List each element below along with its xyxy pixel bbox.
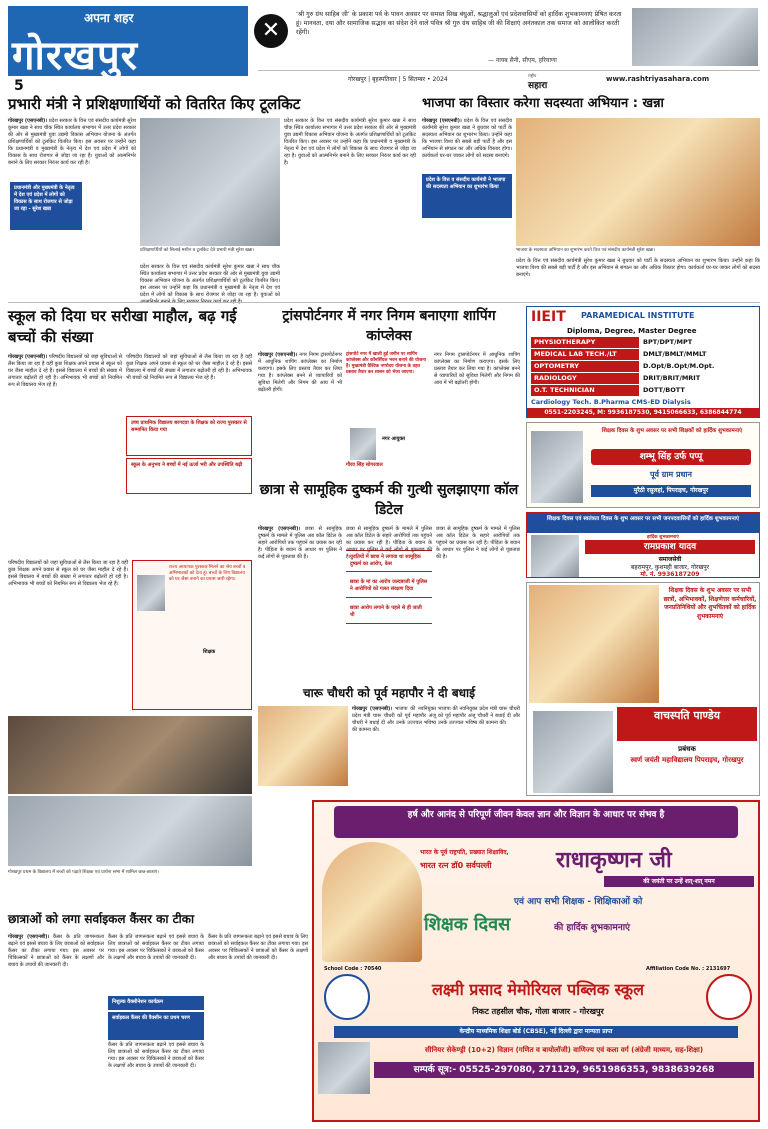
ad-sub: Diploma, Degree, Master Degree xyxy=(567,327,697,335)
pull-quote-c: छात्रा आरोप लगाने के पहले से ही जाती थी xyxy=(346,602,432,624)
story-dateline: गोरखपुर (एसएनबी)। xyxy=(352,706,393,712)
story-membership xyxy=(422,94,760,299)
school-logo-icon-right xyxy=(706,974,752,1020)
story-body-col2: प्रदेश के वित्त एवं संसदीय कार्यमंत्री सुरेश कुमार खन्ना ने बुधवार को पार्टी के सदस्यता अभियान का शुभारंभ किया। उन्होंने कहा कि भाजपा विश्व की सबसे बड़ी पार्टी है और इस अभियान से संगठन का और अधिक विस्तार होगा। कार्यकर्ता घर-घर जाकर लोगों को सदस्य बनाएंगे। xyxy=(516,258,760,278)
ad-role: समाजसेवी xyxy=(658,556,682,563)
ad-logo: IIEIT xyxy=(531,309,566,325)
ad-paramedical xyxy=(526,306,760,418)
story-vaccine xyxy=(8,910,308,1122)
story-dateline: गोरखपुर (एसएनबी)। xyxy=(258,526,301,532)
pull-quote-a: निशुल्क वैक्सीनेशन कार्यक्रम xyxy=(108,996,204,1010)
quote-photo xyxy=(350,428,376,460)
section-divider xyxy=(8,302,760,303)
story-body xyxy=(8,354,122,554)
pull-quote-a: युवतियों में छात्रा ने लगाया था सामूहिक दुष्कर्म का आरोप, केस xyxy=(346,550,432,572)
brand-small: अपना शहर xyxy=(84,11,134,25)
course-degrees: DRIT/BRIT/MRIT xyxy=(643,374,701,382)
paper-tag: राष्ट्रीय xyxy=(528,73,537,78)
ad-footer: Cardiology Tech. B.Pharma CMS-ED Dialysis xyxy=(531,398,691,406)
x-logo-icon: ✕ xyxy=(254,14,288,48)
quote-name: गौरव सिंह सोगरवाल xyxy=(346,462,383,468)
course-name: O.T. TECHNICIAN xyxy=(531,385,639,396)
story-shopping-complex xyxy=(258,306,520,476)
quote-author: — नायब सैनी, सीएम, हरियाणा xyxy=(488,57,557,64)
ad-address: निकट तहसील चौक, गोला बाजार – गोरखपुर xyxy=(472,1007,604,1016)
masthead-brand xyxy=(8,6,248,79)
ad-ki: की हार्दिक शुभकामनाएं xyxy=(554,923,631,933)
website[interactable]: www.rashtriyasahara.com xyxy=(606,75,710,83)
contact-numbers: 05525-297080, 271129, 9651986353, 9838639268 xyxy=(459,1065,715,1075)
ad-photo-building xyxy=(529,585,659,703)
headline: चारू चौधरी को पूर्व महापौर ने दी बधाई xyxy=(302,686,476,700)
story-dateline: गोरखपुर (एसएनबी)। xyxy=(422,118,462,124)
page-number: 5 xyxy=(14,78,24,94)
ad-mobile: मो. नं. 9936187209 xyxy=(640,571,700,578)
story-toolkit xyxy=(8,94,416,299)
course-degrees: BPT/DPT/MPT xyxy=(643,338,693,346)
ad-contact-bar xyxy=(374,1062,754,1078)
quote-text: राज्य अध्यापक पुरस्कार मिलने का श्रेय बच्चों व अभिभावकों को देता हूं। बच्चों के लिए विद्यालय को घर जैसा बनाने का प्रयास जारी रहेगा। xyxy=(169,565,246,582)
ad-role: पूर्व ग्राम प्रधान xyxy=(650,470,692,479)
ad-photo xyxy=(531,535,579,577)
course-list xyxy=(531,337,757,397)
ad-streams: सीनियर सेकेण्ड्री (10+2) विज्ञान (गणित व बायोलॉजी) वाणिज्य एवं कला वर्ग (अंग्रेजी माध्यम, सह-शिक्षा) xyxy=(424,1046,704,1054)
ad-cbse: केन्द्रीय माध्यमिक शिक्षा बोर्ड (CBSE), नई दिल्ली द्वारा मान्यता प्राप्त xyxy=(334,1026,738,1038)
ad-pre: भारत के पूर्व राष्ट्रपति, प्रख्यात शिक्षाविद, xyxy=(420,849,509,856)
ad-sub: एवं आप सभी शिक्षक - शिक्षिकाओं को xyxy=(514,897,643,907)
story-dateline: गोरखपुर (एसएनबी)। xyxy=(8,354,48,360)
story-body-col2: परिषदीय विद्यालयों को जहां सुविधाओं से लैस किया जा रहा है वहीं कुछ शिक्षक अपने प्रयास से स्कूल को घर जैसा माहौल दे रहे हैं। इससे विद्यालय में बच्चों की संख्या में लगातार बढ़ोतरी हो रही है। अभिभावक भी बच्चों को नियमित रूप से विद्यालय भेज रहे हैं। xyxy=(126,354,252,381)
contact-label: सम्पर्क सूत्र:- xyxy=(413,1065,457,1075)
ad-role: प्रबंधक xyxy=(678,745,696,753)
ad-name: रामप्रकाश यादव xyxy=(585,540,755,554)
pull-quote-b: छात्रा के मां का आरोप जल्दबाजी में पुलिस ने आरोपियों को गलत संरक्षण दिया xyxy=(346,576,432,598)
ad-place: मुरैठी रसुलहां, पिपराइच, गोरखपुर xyxy=(591,485,751,497)
quote-box xyxy=(132,560,252,710)
ad-greet: हार्दिक शुभकामनाएं xyxy=(647,535,679,540)
ad-top: शिक्षक दिवस एवं स्वतंत्रता दिवस के शुभ अवसर पर सभी जनपदवासियों को हार्दिक शुभकामनाएं xyxy=(527,513,759,533)
ad-school xyxy=(312,800,760,1122)
ad-jayanti: की जयंती पर उन्हें शत्-शत् नमन xyxy=(604,876,754,887)
story-body-col2: भाजपा की नवनियुक्त प्रदेश मंत्री चारू चौधरी को पूर्व महापौर अंजू चौधरी ने बधाई दी और उनके उज्ज्वल भविष्य की कामना की। xyxy=(438,706,520,726)
quote-photo xyxy=(137,575,165,611)
story-body-text: प्रदेश के वित्त एवं संसदीय कार्यमंत्री सुरेश कुमार खन्ना ने बुधवार को पार्टी के सदस्यता अभियान का शुभारंभ किया। उन्होंने कहा कि भाजपा विश्व की सबसे बड़ी पार्टी है और इस अभियान से संगठन का और अधिक विस्तार होगा। कार्यकर्ता घर-घर जाकर लोगों को सदस्य बनाएंगे। xyxy=(422,118,512,159)
course-row xyxy=(531,349,757,360)
ad-shambhu xyxy=(526,422,760,508)
course-degrees: DMLT/BMLT/MMLT xyxy=(643,350,707,358)
ad-top: शिक्षक दिवस के शुभ अवसर पर सभी शिक्षकों को हार्दिक शुभकामनाएं xyxy=(601,428,743,434)
course-name: RADIOLOGY xyxy=(531,373,639,384)
ad-school-code: School Code : 70540 xyxy=(324,966,382,972)
course-row xyxy=(531,361,757,372)
story-body-col4: कैंसर के प्रति जागरूकता बढ़ाने एवं इससे बचाव के लिए छात्राओं को सर्वाइकल कैंसर का टीका लगाया गया। इस अवसर पर चिकित्सकों ने छात्राओं को कैंसर के लक्षणों और बचाव के उपायों की जानकारी दी। xyxy=(208,934,308,961)
masthead-divider xyxy=(258,70,760,71)
ad-affiliation: Affiliation Code No. : 2131697 xyxy=(646,966,731,972)
headline: स्कूल को दिया घर सरीखा माहौल, बढ़ गई बच्चों की संख्या xyxy=(8,307,237,346)
story-body-text: कैंसर के प्रति जागरूकता बढ़ाने एवं इससे बचाव के लिए छात्राओं को सर्वाइकल कैंसर का टीका लगाया गया। इस अवसर पर चिकित्सकों ने छात्राओं को कैंसर के लक्षणों और बचाव के उपायों की जानकारी दी। xyxy=(8,934,105,968)
dateline: गोरखपुर | बृहस्पतिवार | 5 सितम्बर • 2024 xyxy=(348,76,448,83)
ad-photo xyxy=(531,431,583,503)
story-dateline: गोरखपुर (एसएनबी)। xyxy=(8,934,50,940)
headline: ट्रांसपोर्टनगर में नगर निगम बनाएगा शापिंग कांप्लेक्स xyxy=(282,308,496,344)
headline: छात्रा से सामूहिक दुष्कर्म की गुत्थी सुलझाएगा कॉल डिटेल xyxy=(259,482,519,518)
course-row xyxy=(531,385,757,396)
story-body xyxy=(258,352,342,476)
ad-ramprakash xyxy=(526,512,760,578)
story-school xyxy=(8,306,252,906)
ad-name: शम्भू सिंह उर्फ पप्पू xyxy=(591,449,751,465)
course-name: PHYSIOTHERAPY xyxy=(531,337,639,348)
ad-name: राधाकृष्णन जी xyxy=(556,848,672,873)
ad-shikshak: शिक्षक दिवस xyxy=(424,914,511,935)
story-photo-a xyxy=(8,716,252,794)
pull-quote-b: सर्वाइकल कैंसर की वैक्सीन का प्रथम चरण xyxy=(108,1012,204,1040)
ad-vachaspati xyxy=(526,582,760,796)
story-body-text: नगर निगम ट्रांसपोर्टनगर में आधुनिक शापिंग कांप्लेक्स का निर्माण कराएगा। इसके लिए प्रस्ताव तैयार कर लिया गया है। कांप्लेक्स बनने से व्यापारियों को सुविधा मिलेगी और निगम की आय में भी बढ़ोतरी होगी। xyxy=(258,352,342,393)
masthead-quote: ‘श्री गुरु ग्रंथ साहिब जी’ के प्रकाश पर्व के पावन अवसर पर समस्त सिख बंधुओं, श्रद्धालुओं एवं प्रदेशवासियों को हार्दिक शुभकामनाएं प्रेषित करता हूं। मानवता, दया और सामाजिक सद्भाव का संदेश देने वाले पवित्र श्री गुरु ग्रंथ साहिब जी की शिक्षाएं अनंतकाल तक समाज को आलोकित करती रहेंगी। xyxy=(296,11,622,36)
photo-caption: प्रशिक्षणार्थियों को सिलाई मशीन व टूलकिट देते प्रभारी मंत्री सुरेश खन्ना। xyxy=(140,248,255,253)
story-body-text: छात्रा से सामूहिक दुष्कर्म के मामले में पुलिस अब कॉल डिटेल के सहारे आरोपियों तक पहुंचने का प्रयास कर रही है। पीड़िता के बयान के आधार पर पुलिस ने कई लोगों से पूछताछ की है। xyxy=(258,526,343,560)
ad-title: भारत रत्न डॉ0 सर्वपल्ली xyxy=(420,861,492,870)
story-photo xyxy=(258,706,348,786)
course-row xyxy=(531,373,757,384)
brand-big: गोरखपुर xyxy=(12,33,139,79)
story-body-col2: कैंसर के प्रति जागरूकता बढ़ाने एवं इससे बचाव के लिए छात्राओं को सर्वाइकल कैंसर का टीका लगाया गया। इस अवसर पर चिकित्सकों ने छात्राओं को कैंसर के लक्षणों और बचाव के उपायों की जानकारी दी। xyxy=(108,934,204,961)
story-body-col2: नगर निगम ट्रांसपोर्टनगर में आधुनिक शापिंग कांप्लेक्स का निर्माण कराएगा। इसके लिए प्रस्ताव तैयार कर लिया गया है। कांप्लेक्स बनने से व्यापारियों को सुविधा मिलेगी और निगम की आय में भी बढ़ोतरी होगी। xyxy=(434,352,520,386)
story-body-col2: छात्रा से सामूहिक दुष्कर्म के मामले में पुलिस अब कॉल डिटेल के सहारे आरोपियों तक पहुंचने का प्रयास कर रही है। पीड़िता के बयान के आधार पर पुलिस ने कई लोगों से पूछताछ की है। xyxy=(346,526,432,560)
photo-caption: भाजपा के सदस्यता अभियान का शुभारंभ करते वित्त एवं संसदीय कार्यमंत्री सुरेश खन्ना। xyxy=(516,248,656,253)
pull-quote-b: स्कूल के अनुभव ने बच्चों में नई ऊर्जा भरी और उपस्थिति बढ़ी xyxy=(126,458,252,494)
school-photo xyxy=(318,1042,370,1094)
pull-quote: प्रधानमंत्री और मुख्यमंत्री के नेतृत्व में देश एवं प्रदेश में लोगों को विकास के साथ रोजगार से जोड़ा जा रहा - सुरेश खन्ना xyxy=(10,182,82,230)
quote-name: शिक्षक xyxy=(203,649,216,655)
paper-name: सहारा xyxy=(528,81,548,91)
story-photo xyxy=(516,118,760,246)
story-body-text: प्रदेश सरकार के वित्त एवं संसदीय कार्यमंत्री सुरेश कुमार खन्ना ने साथ चौक स्थित कार्यालय सभागार में उत्तर प्रदेश सरकार की ओर से मुख्यमंत्री युवा उद्यमी विकास अभियान योजना के अंतर्गत प्रशिक्षणार्थियों को टूलकिट वितरित किए। इस अवसर पर उन्होंने कहा कि प्रधानमंत्री व मुख्यमंत्री के नेतृत्व में देश एवं प्रदेश में लोगों को विकास के साथ रोजगार से जोड़ा जा रहा है। युवाओं को आत्मनिर्भर बनाने के लिए सरकार निरंतर कार्य कर रही है। xyxy=(8,118,137,166)
story-call-detail xyxy=(258,480,520,680)
quote-text: ट्रांसपोर्ट नगर में खाली हुई जमीन पर शापिंग कांप्लेक्स और कॉमर्शियल भवन बनाने की योजना है। मुख्यमंत्री वैश्विक नगरोदय योजना के तहत प्रस्ताव तैयार कर शासन को भेजा जाएगा। xyxy=(346,352,426,375)
course-name: OPTOMETRY xyxy=(531,361,639,372)
photo-caption: गोरखपुर प्रथम के विद्यालय में बच्चों को पढ़ाते शिक्षक एवं प्रार्थना सभा में शामिल छात्र-छात्राएं। xyxy=(8,870,159,875)
course-name: MEDICAL LAB TECH./LT xyxy=(531,349,639,360)
story-photo-b xyxy=(8,796,252,866)
story-body-col3: प्रदेश सरकार के वित्त एवं संसदीय कार्यमंत्री सुरेश कुमार खन्ना ने साथ चौक स्थित कार्यालय सभागार में उत्तर प्रदेश सरकार की ओर से मुख्यमंत्री युवा उद्यमी विकास अभियान योजना के अंतर्गत प्रशिक्षणार्थियों को टूलकिट वितरित किए। इस अवसर पर उन्होंने कहा कि प्रधानमंत्री व मुख्यमंत्री के नेतृत्व में देश एवं प्रदेश में लोगों को विकास के साथ रोजगार से जोड़ा जा रहा है। युवाओं को xyxy=(140,264,280,298)
ad-phones: 0551-2203245, M: 9936187530, 9415066633, 6386844774 xyxy=(527,408,759,418)
story-body xyxy=(8,934,104,1122)
ad-place: बहरामपुर, कुशमही बाजार, गोरखपुर xyxy=(630,564,710,571)
ad-name: PARAMEDICAL INSTITUTE xyxy=(581,311,695,320)
course-degrees: D.Opt/B.Opt/M.Opt. xyxy=(643,362,715,370)
ad-banner: हर्ष और आनंद से परिपूर्ण जीवन केवल ज्ञान और विज्ञान के आधार पर संभव है xyxy=(334,806,738,838)
story-body-col3: परिषदीय विद्यालयों को जहां सुविधाओं से लैस किया जा रहा है वहीं कुछ शिक्षक अपने प्रयास से स्कूल को घर जैसा माहौल दे रहे हैं। इससे विद्यालय में बच्चों की संख्या में लगातार बढ़ोतरी हो रही है। अभिभावक भी बच्चों को नियमित रूप से विद्यालय भेज रहे हैं। xyxy=(8,560,128,587)
story-body-text: परिषदीय विद्यालयों को जहां सुविधाओं से लैस किया जा रहा है वहीं कुछ शिक्षक अपने प्रयास से स्कूल को घर जैसा माहौल दे रहे हैं। इससे विद्यालय में बच्चों की संख्या में लगातार बढ़ोतरी हो रही है। अभिभावक भी बच्चों को नियमित रूप से विद्यालय भेज रहे हैं। xyxy=(8,354,123,388)
portrait xyxy=(322,842,422,962)
story-photo xyxy=(140,118,280,246)
headline: छात्राओं को लगा सर्वाइकल कैंसर का टीका xyxy=(8,912,195,926)
ad-photo xyxy=(533,711,613,793)
story-dateline: गोरखपुर (एसएनबी)। xyxy=(258,352,298,358)
quote-role: नगर आयुक्त xyxy=(382,436,405,442)
masthead xyxy=(8,6,760,94)
story-body-col3: छात्रा से सामूहिक दुष्कर्म के मामले में पुलिस अब कॉल डिटेल के सहारे आरोपियों तक पहुंचने का प्रयास कर रही है। पीड़िता के बयान के आधार पर पुलिस ने कई लोगों से पूछताछ की है। xyxy=(436,526,520,560)
headline: भाजपा का विस्तार करेगा सदस्यता अभियान : खन्ना xyxy=(422,96,664,111)
story-body-col3: कैंसर के प्रति जागरूकता बढ़ाने एवं इससे बचाव के लिए छात्राओं को सर्वाइकल कैंसर का टीका लगाया गया। इस अवसर पर चिकित्सकों ने छात्राओं को कैंसर के लक्षणों और बचाव के उपायों की जानकारी दी। xyxy=(108,1042,204,1069)
story-body xyxy=(258,526,342,676)
ad-name: वाचस्पति पाण्डेय xyxy=(617,707,757,741)
story-dateline: गोरखपुर (एसएनबी)। xyxy=(8,118,48,124)
ad-inst: स्वर्ण जयंती महाविद्यालय पिपराइच, गोरखपुर xyxy=(630,756,744,764)
ad-top: शिक्षक दिवस के शुभ अवसर पर सभी छात्रों, अभिभावकों, शिक्षणेत्तर कर्मचारियों, जनप्रतिनिधियों और शुभचिंतकों को हार्दिक शुभकामनाएं xyxy=(663,587,757,620)
story-body-col2: प्रदेश सरकार के वित्त एवं संसदीय कार्यमंत्री सुरेश कुमार खन्ना ने साथ चौक स्थित कार्यालय सभागार में उत्तर प्रदेश सरकार की ओर से मुख्यमंत्री युवा उद्यमी विकास अभियान योजना के अंतर्गत प्रशिक्षणार्थियों को टूलकिट वितरित किए। इस अवसर पर उन्होंने कहा कि प्रधानमंत्री व मुख्यमंत्री के नेतृत्व में देश एवं प्रदेश में लोगों को विकास के साथ रोजगार से जोड़ा जा रहा है। युवाओं को आत्मनिर्भर बनाने के लिए सरकार निरंतर कार्य कर रही है। xyxy=(284,118,416,166)
story-body xyxy=(352,706,436,792)
story-body-text: भाजपा की नवनियुक्त प्रदेश मंत्री चारू चौधरी को पूर्व महापौर अंजू चौधरी ने बधाई दी और उनके उज्ज्वल भविष्य की कामना की। xyxy=(352,706,437,733)
pull-quote-a: उच्च प्राथमिक विद्यालय बरगदवा के शिक्षक को राज्य पुरस्कार से सम्मानित किया गया xyxy=(126,416,252,456)
headline: प्रभारी मंत्री ने प्रशिक्षणार्थियों को वितरित किए टूलकिट xyxy=(8,95,301,113)
school-logo-icon xyxy=(324,974,370,1020)
course-degrees: DOTT/BOTT xyxy=(643,386,685,394)
course-row xyxy=(531,337,757,348)
ad-school-name: लक्ष्मी प्रसाद मेमोरियल पब्लिक स्कूल xyxy=(432,980,644,999)
pull-quote: प्रदेश के वित्त व संसदीय कार्यमंत्री ने भाजपा की सदस्यता अभियान का शुभारंभ किया xyxy=(422,174,512,218)
story-charu xyxy=(258,684,520,796)
portrait-photo-fill xyxy=(632,8,758,66)
